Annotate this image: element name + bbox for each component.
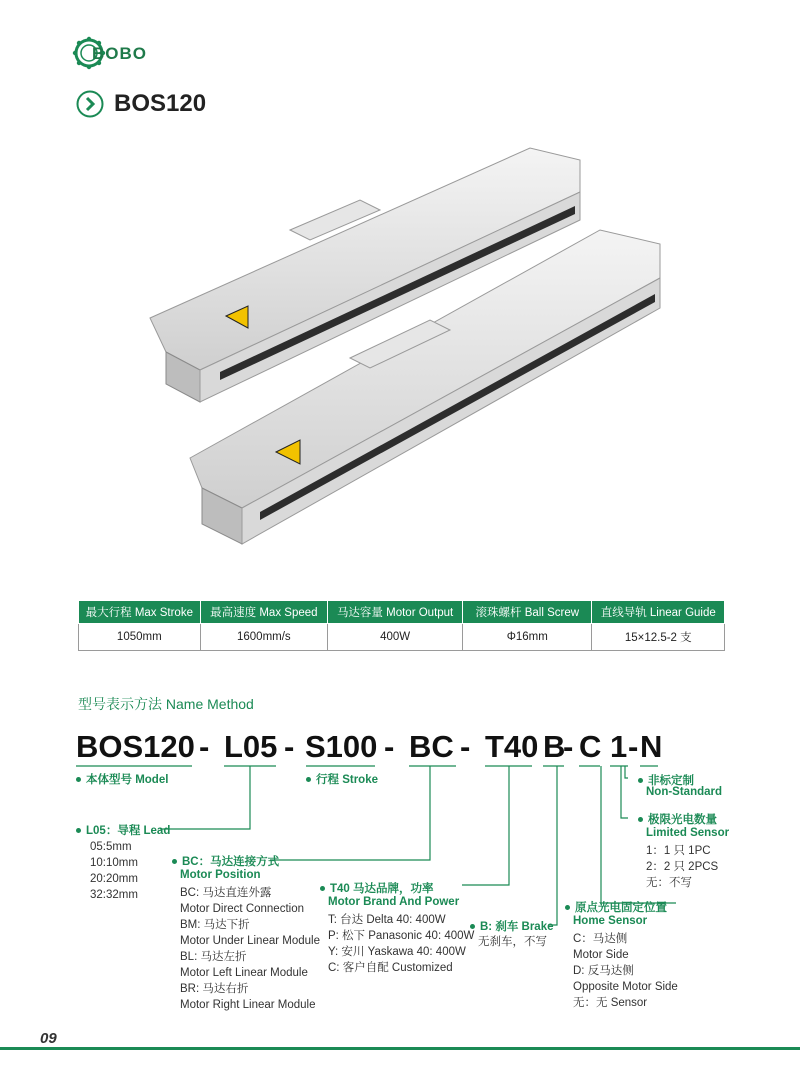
stroke-label: 行程 Stroke [306,771,378,787]
bullet-dot-icon [638,817,643,822]
list-item: C: 客户自配 Customized [328,962,453,974]
motor-brand-list [328,912,474,976]
home-sensor-list [573,931,678,1011]
bullet-dot-icon [470,924,475,929]
code-motor-position: BC [409,729,454,764]
spec-value-linear-guide: 15×12.5-2 支 [592,624,725,651]
list-item: Motor Right Linear Module [180,999,316,1011]
brake-list [478,934,547,950]
code-home-sensor: C [579,729,602,764]
list-item: Motor Side [573,949,629,961]
spec-header-row [79,601,725,624]
list-item: C：马达侧 [573,933,628,945]
code-dash: - [384,729,395,764]
spec-header-linear-guide: 直线导轨 Linear Guide [592,601,725,624]
motor-position-list [180,885,320,1013]
code-motor-brand: T40 [485,729,539,764]
spec-header-motor-output: 马达容量 Motor Output [328,601,463,624]
bullet-dot-icon [320,886,325,891]
motor-position-label: BC：马达连接方式 [172,853,279,869]
code-non-standard: N [640,729,663,764]
bullet-dot-icon [638,778,643,783]
code-limited-sensor: 1 [610,729,628,764]
list-item: 无：无 Sensor [573,997,648,1009]
code-brake: B [543,729,566,764]
code-lead: L05 [224,729,278,764]
spec-value-row [79,624,725,651]
product-image [130,140,690,560]
motor-position-label-en: Motor Position [180,869,261,881]
bullet-dot-icon [565,905,570,910]
bullet-dot-icon [306,777,311,782]
list-item: 10:10mm [90,857,138,869]
list-item: 无刹车，不写 [478,936,547,948]
spec-header-ball-screw: 滚珠螺杆 Ball Screw [463,601,592,624]
bullet-dot-icon [76,777,81,782]
list-item: P: 松下 Panasonic 40: 400W [328,930,475,942]
spec-header-max-stroke: 最大行程 Max Stroke [79,601,201,624]
code-dash: - [628,729,639,764]
list-item: Motor Under Linear Module [180,935,320,947]
code-model: BOS120 [76,729,195,764]
list-item: BR: 马达右折 [180,983,249,995]
code-dash: - [460,729,471,764]
list-item: 2：2 只 2PCS [646,861,719,873]
motor-brand-label: T40 马达品牌，功率 [320,880,434,896]
spec-value-motor-output: 400W [328,624,463,651]
list-item: BC: 马达直连外露 [180,887,272,899]
bullet-dot-icon [172,859,177,864]
limited-sensor-list [646,843,718,891]
list-item: Motor Direct Connection [180,903,304,915]
list-item: 无：不写 [646,877,692,889]
bullet-dot-icon [76,828,81,833]
brand-name: BOBO [92,44,147,63]
list-item: 20:20mm [90,873,138,885]
list-item: Opposite Motor Side [573,981,678,993]
spec-header-max-speed: 最高速度 Max Speed [200,601,327,624]
list-item: 1：1 只 1PC [646,845,711,857]
lead-list [90,839,138,903]
lead-label: L05：导程 Lead [76,822,170,838]
limited-sensor-label-en: Limited Sensor [646,827,730,839]
product-title: BOS120 [114,90,207,117]
non-standard-label: 非标定制 [638,772,694,788]
home-sensor-label: 原点光电固定位置 [565,899,667,915]
list-item: 32:32mm [90,889,138,901]
limited-sensor-label: 极限光电数量 [638,811,717,827]
code-dash: - [199,729,210,764]
model-label: 本体型号 Model [76,771,168,787]
home-sensor-label-en: Home Sensor [573,915,648,927]
brand-logo [72,36,192,70]
list-item: Y: 安川 Yaskawa 40: 400W [328,946,466,958]
chevron-right-icon [76,90,104,118]
footer-divider [0,1047,800,1050]
list-item: T: 台达 Delta 40: 400W [328,914,446,926]
name-method-title: 型号表示方法 Name Method [78,696,254,712]
code-stroke: S100 [305,729,378,764]
code-dash: - [563,729,574,764]
page-number: 09 [40,1030,57,1047]
brake-label: B: 刹车 Brake [470,918,554,934]
list-item: 05:5mm [90,841,132,853]
list-item: D: 反马达侧 [573,965,634,977]
list-item: BL: 马达左折 [180,951,247,963]
motor-brand-label-en: Motor Brand And Power [328,896,460,908]
spec-value-ball-screw: Φ16mm [463,624,592,651]
list-item: Motor Left Linear Module [180,967,308,979]
code-dash: - [284,729,295,764]
spec-value-max-speed: 1600mm/s [200,624,327,651]
list-item: BM: 马达下折 [180,919,250,931]
non-standard-label-en: Non-Standard [646,786,723,798]
spec-table [78,600,725,651]
spec-value-max-stroke: 1050mm [79,624,201,651]
